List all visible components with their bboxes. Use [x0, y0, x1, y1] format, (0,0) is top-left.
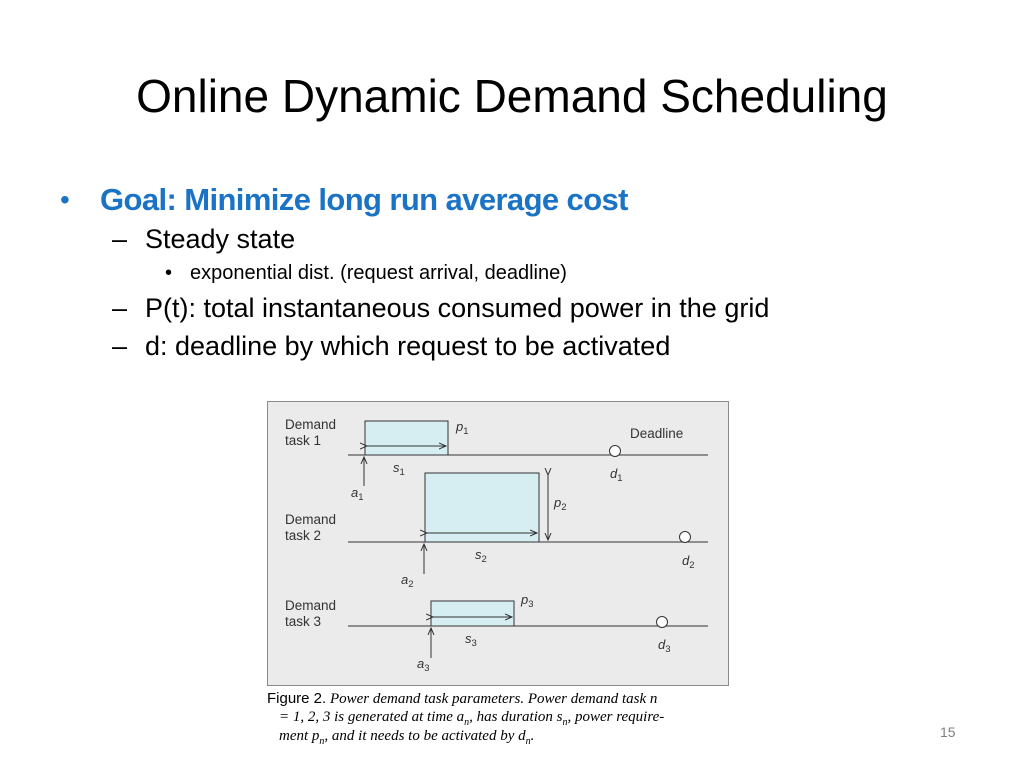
bullet-exponential: exponential dist. (request arrival, deadline): [190, 262, 567, 284]
caption-sub: n: [525, 736, 531, 747]
task3-p-label: $p_3$: [521, 592, 534, 610]
caption-sub: n: [464, 717, 470, 728]
task3-s-label: $s_3$: [465, 631, 477, 649]
task2-s-label: $s_2$: [475, 547, 487, 565]
task1-label-line2: task 1: [285, 433, 322, 448]
task1-s-label: $s_1$: [393, 460, 405, 478]
task2-a-label: $a_2$: [401, 572, 414, 590]
task3-power-block: [431, 601, 514, 626]
task2-p-label: $p_2$: [554, 495, 567, 513]
caption-line3-mid: , and it needs to be activated by d: [324, 728, 526, 744]
caption-line2-rest: , has duration s: [469, 709, 563, 725]
bullet-marker: •: [60, 184, 70, 215]
task2-deadline-marker: [680, 532, 691, 543]
caption-line2-end: , power require-: [567, 709, 665, 725]
task1-a-label: $a_1$: [351, 485, 364, 503]
dash-marker: –: [112, 224, 128, 254]
caption-line3: ment p: [279, 728, 320, 744]
task3-a-label: $a_3$: [417, 656, 430, 674]
slide-title: Online Dynamic Demand Scheduling: [136, 70, 888, 122]
bullet-marker: •: [165, 262, 173, 284]
caption-line2: = 1, 2, 3 is generated at time a: [279, 709, 465, 725]
bullet-deadline: d: deadline by which request to be activated: [145, 331, 671, 361]
task1-d-label: $d_1$: [610, 466, 623, 484]
task2-label-line1: Demand: [285, 512, 337, 527]
task2-label-line2: task 2: [285, 528, 322, 543]
demand-task-diagram: [268, 402, 730, 687]
caption-line1: Power demand task parameters. Power demand task n: [329, 691, 658, 707]
bullet-steady-state: Steady state: [145, 224, 296, 254]
caption-sub: n: [319, 736, 325, 747]
caption-sub: n: [562, 717, 568, 728]
page-number: 15: [940, 724, 956, 740]
figure-diagram: [267, 401, 729, 686]
task3-deadline-marker: [657, 617, 668, 628]
dash-marker: –: [112, 331, 128, 361]
caption-line3-end: .: [530, 728, 535, 744]
task3-label-line2: task 3: [285, 614, 322, 629]
task2-power-block: [425, 473, 539, 542]
task3-d-label: $d_3$: [658, 637, 671, 655]
task3-label-line1: Demand: [285, 598, 337, 613]
task1-power-block: [365, 421, 448, 455]
task1-p-label: $p_1$: [456, 419, 469, 437]
bullet-goal: Goal: Minimize long run average cost: [100, 182, 628, 217]
deadline-legend-label: Deadline: [630, 426, 684, 441]
task1-deadline-marker: [610, 446, 621, 457]
task2-d-label: $d_2$: [682, 553, 695, 571]
task1-label-line1: Demand: [285, 417, 337, 432]
dash-marker: –: [112, 293, 128, 323]
caption-label: Figure 2.: [267, 690, 327, 707]
bullet-power: P(t): total instantaneous consumed power in the grid: [145, 293, 770, 323]
